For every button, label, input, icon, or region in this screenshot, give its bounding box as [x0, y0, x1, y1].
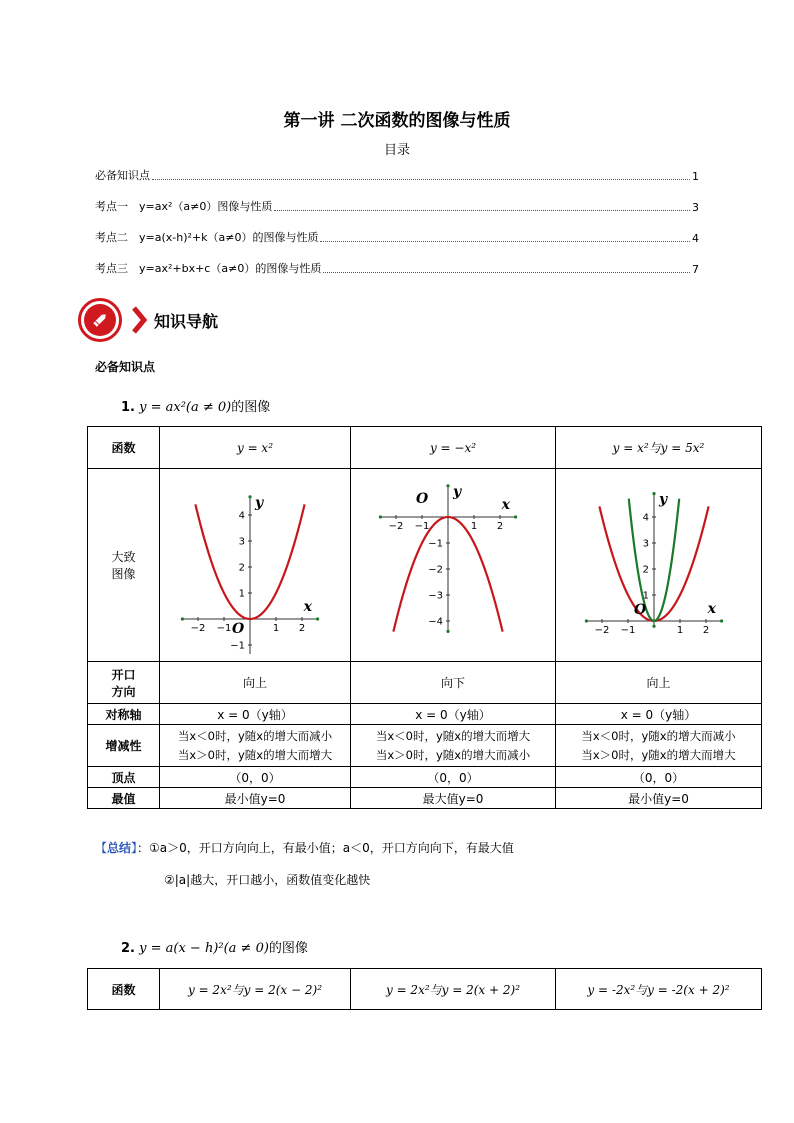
x-tick-label: 2 [496, 520, 504, 532]
toc-entry[interactable] [95, 167, 699, 183]
cell-opening: 向上 [160, 662, 351, 704]
axis-end-dot [514, 515, 517, 518]
col-header: y = x²与y = 5x² [556, 427, 762, 469]
monotonic-line: 当x＞0时，y随x的增大而增大 [581, 747, 736, 762]
y-tick-label: 2 [238, 562, 245, 573]
row-label-function: 函数 [88, 969, 160, 1010]
monotonic-line: 当x＞0时，y随x的增大而减小 [375, 747, 531, 762]
x-tick-label: −1 [414, 520, 430, 532]
knowledge-nav-banner [78, 298, 218, 342]
axis-end-dot [652, 624, 655, 627]
y-tick-label: −1 [428, 538, 443, 549]
row-label-axis: 对称轴 [88, 704, 160, 725]
cell-axis: x = 0（y轴） [351, 704, 556, 725]
y-tick-label: −4 [428, 616, 443, 627]
axis-end-dot [316, 617, 319, 620]
y-tick-label: 4 [642, 512, 649, 523]
cell-monotonic [160, 725, 351, 767]
toc-entry[interactable] [95, 260, 699, 276]
y-axis-label: y [658, 491, 667, 508]
axis-end-dot [248, 495, 251, 498]
y-tick-label: −2 [428, 564, 443, 575]
properties-table [87, 426, 762, 809]
row-label-graph: 大致 图像 [88, 469, 160, 662]
y-tick-label: −1 [230, 640, 245, 651]
axis-end-dot [584, 619, 587, 622]
origin-label: O [416, 490, 429, 507]
translation-table [87, 968, 762, 1010]
row-label-vertex: 顶点 [88, 767, 160, 788]
x-tick-label: 1 [272, 622, 280, 634]
cell-opening: 向下 [351, 662, 556, 704]
y-tick-label: 3 [238, 536, 245, 547]
pencil-badge [78, 298, 122, 342]
toc-entry-label: 考点二 y=a(x-h)²+k（a≠0）的图像与性质 [95, 231, 319, 244]
summary-line-1: ：①a＞0，开口方向向上，有最小值；a＜0，开口方向向下，有最大值 [137, 841, 514, 855]
row-label-function: 函数 [88, 427, 160, 469]
row-label-extreme: 最值 [88, 788, 160, 809]
toc-leader [323, 272, 690, 273]
x-tick-label: −1 [620, 624, 635, 636]
x-tick-label: 1 [470, 520, 478, 532]
col-header: y = x² [160, 427, 351, 469]
graph-cell [351, 469, 556, 662]
subsection-formula: y = ax²(a ≠ 0) [139, 400, 232, 415]
summary-line-2: ②|a|越大，开口越小，函数值变化越快 [164, 873, 371, 887]
cell-monotonic [556, 725, 762, 767]
axis-end-dot [446, 629, 449, 632]
toc-entry-page: 3 [692, 201, 699, 214]
axis-end-dot [446, 484, 449, 487]
cell-vertex: （0，0） [351, 767, 556, 788]
subsection-formula: y = a(x − h)²(a ≠ 0) [139, 941, 269, 956]
toc-heading: 目录 [383, 143, 410, 158]
origin-label: O [633, 601, 646, 618]
toc-entry[interactable] [95, 229, 699, 245]
toc-leader [152, 179, 690, 180]
graph-cell [556, 469, 762, 662]
page-title: 第一讲 二次函数的图像与性质 [283, 111, 511, 131]
col-header: y = 2x²与y = 2(x − 2)² [160, 969, 351, 1010]
x-axis-label: x [303, 598, 312, 615]
x-tick-label: −2 [594, 624, 609, 636]
graph-x-squared-and-5x-squared [569, 474, 749, 654]
cell-opening: 向上 [556, 662, 762, 704]
y-axis-label: y [255, 494, 264, 511]
toc-entry-label: 考点一 y=ax²（a≠0）图像与性质 [95, 200, 273, 213]
y-tick-label: 1 [642, 590, 649, 601]
origin-label: O [232, 620, 245, 637]
cell-extreme: 最小值y=0 [556, 788, 762, 809]
monotonic-line: 当x＜0时，y随x的增大而增大 [375, 728, 531, 743]
toc-entry-label: 必备知识点 [95, 169, 150, 182]
x-axis-label: x [707, 600, 716, 617]
toc-entry-page: 4 [692, 232, 699, 245]
summary-tag: 总结 [107, 841, 132, 855]
x-tick-label: 2 [702, 624, 709, 636]
x-tick-label: −2 [388, 520, 404, 532]
section-heading: 必备知识点 [95, 360, 156, 374]
cell-vertex: （0，0） [160, 767, 351, 788]
axis-end-dot [720, 619, 723, 622]
y-tick-label: −3 [428, 590, 443, 601]
col-header: y = −x² [351, 427, 556, 469]
subsection-number: 1. [121, 400, 135, 415]
pencil-icon [90, 310, 110, 330]
x-tick-label: 2 [298, 622, 306, 634]
row-label-opening: 开口 方向 [88, 662, 160, 704]
axis-end-dot [181, 617, 184, 620]
subsection-number: 2. [121, 941, 135, 956]
toc-entry-page: 7 [692, 263, 699, 276]
y-tick-label: 3 [642, 538, 649, 549]
toc-leader [320, 241, 690, 242]
toc-leader [274, 210, 690, 211]
summary-block: 【总结】：①a＞0，开口方向向上，有最小值；a＜0，开口方向向下，有最大值 [95, 841, 514, 855]
cell-monotonic [351, 725, 556, 767]
subsection-1-heading [121, 396, 270, 415]
axis-end-dot [652, 492, 655, 495]
x-axis-label: x [501, 496, 510, 513]
cell-vertex: （0，0） [556, 767, 762, 788]
x-tick-label: −1 [216, 622, 232, 634]
cell-extreme: 最大值y=0 [351, 788, 556, 809]
axis-end-dot [379, 515, 382, 518]
graph-cell [160, 469, 351, 662]
y-tick-label: 1 [238, 588, 245, 599]
y-tick-label: 2 [642, 564, 649, 575]
col-header: y = -2x²与y = -2(x + 2)² [556, 969, 762, 1010]
x-tick-label: 1 [676, 624, 683, 636]
graph-y-equals-x-squared [165, 474, 345, 654]
nav-label: 知识导航 [154, 311, 219, 331]
col-header: y = 2x²与y = 2(x + 2)² [351, 969, 556, 1010]
toc-entry-label: 考点三 y=ax²+bx+c（a≠0）的图像与性质 [95, 262, 322, 275]
monotonic-line: 当x＜0时，y随x的增大而减小 [581, 728, 736, 743]
row-label-monotonic: 增减性 [88, 725, 160, 767]
subsection-suffix: 的图像 [231, 400, 271, 415]
x-tick-label: −2 [190, 622, 206, 634]
subsection-suffix: 的图像 [268, 941, 308, 956]
monotonic-line: 当x＜0时，y随x的增大而减小 [177, 728, 333, 743]
cell-axis: x = 0（y轴） [160, 704, 351, 725]
toc-entry-page: 1 [692, 170, 699, 183]
subsection-2-heading [121, 937, 308, 956]
monotonic-line: 当x＞0时，y随x的增大而增大 [177, 747, 333, 762]
chevron-right-icon [130, 305, 148, 335]
cell-extreme: 最小值y=0 [160, 788, 351, 809]
cell-axis: x = 0（y轴） [556, 704, 762, 725]
toc-entry[interactable] [95, 198, 699, 214]
y-axis-label: y [453, 483, 462, 500]
graph-y-equals-neg-x-squared [363, 474, 543, 654]
y-tick-label: 4 [238, 510, 245, 521]
